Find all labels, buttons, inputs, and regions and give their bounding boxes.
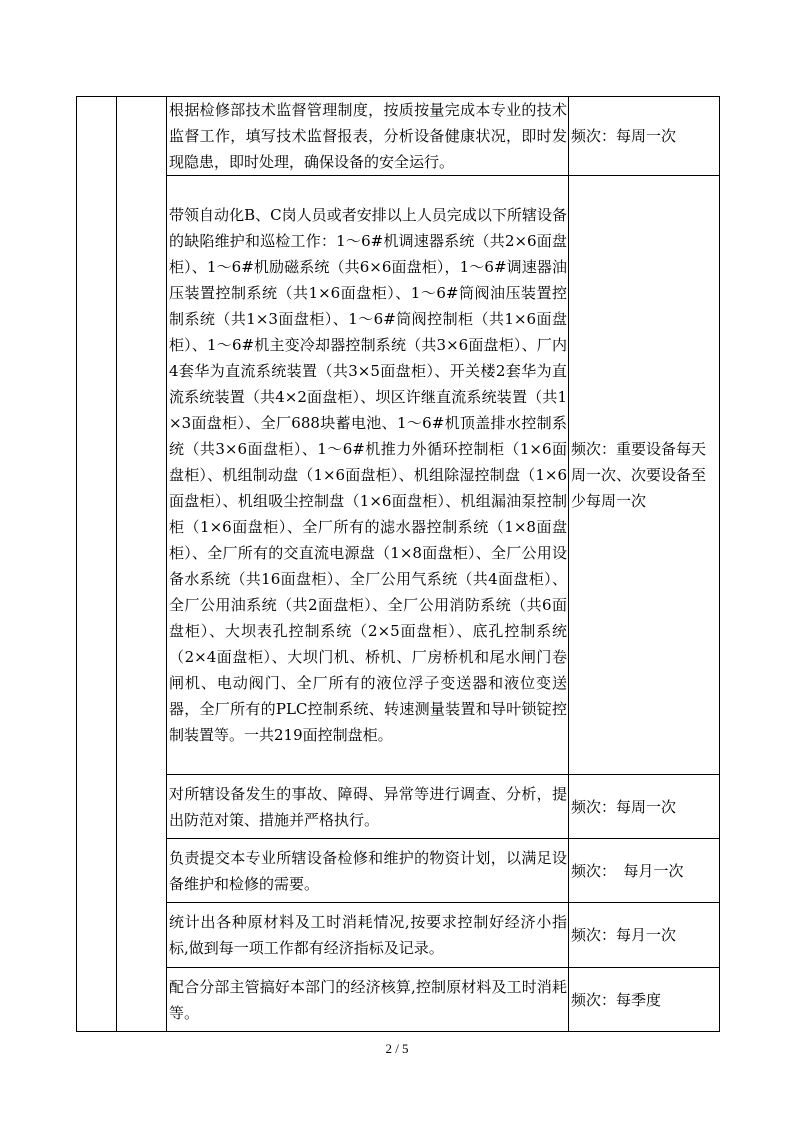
- table-row: [77, 903, 720, 968]
- table-row: [77, 968, 720, 1032]
- table-row: [77, 775, 720, 839]
- section-cell: [77, 97, 117, 1032]
- duty-text: 统计出各种原材料及工时消耗情况,按要求控制好经济小指标,做到每一项工作都有经济指标及记录。: [167, 903, 569, 968]
- table-row: [77, 176, 720, 775]
- frequency-text: 频次：每周一次: [569, 97, 720, 176]
- frequency-text: 频次：每周一次: [569, 775, 720, 839]
- page-number: 2 / 5: [385, 1041, 409, 1056]
- duty-text: 根据检修部技术监督管理制度，按质按量完成本专业的技术监督工作，填写技术监督报表，分析设备健康状况，即时发现隐患，即时处理，确保设备的安全运行。: [167, 97, 569, 176]
- duty-text: 对所辖设备发生的事故、障碍、异常等进行调查、分析，提出防范对策、措施并严格执行。: [167, 775, 569, 839]
- frequency-text: 频次：每季度: [569, 968, 720, 1032]
- duties-table: [76, 96, 720, 1032]
- frequency-text: 频次： 每月一次: [569, 839, 720, 903]
- duty-text: 配合分部主管搞好本部门的经济核算,控制原材料及工时消耗等。: [167, 968, 569, 1032]
- table-row: [77, 839, 720, 903]
- table-row: [77, 97, 720, 176]
- duty-text: 负责提交本专业所辖设备检修和维护的物资计划，以满足设备维护和检修的需要。: [167, 839, 569, 903]
- duty-text: 带领自动化B、C岗人员或者安排以上人员完成以下所辖设备的缺陷维护和巡检工作：1～6#机调速器系统（共2×6面盘柜）、1～6#机励磁系统（共6×6面盘柜），1～6#调速器油压装置控制系统（共1×6面盘柜）、1～6#筒阀油压装置控制系统（共1×3面盘柜）、1～6#筒阀控制柜（共1×6面盘柜）、1～6#机主变冷却器控制系统（共3×6面盘柜）、厂内4套华为直流系统装置（共3×5面盘柜）、开关楼2套华为直流系统装置（共4×2面盘柜）、坝区许继直流系统装置（共1×3面盘柜）、全厂688块蓄电池、1～6#机顶盖排水控制系统（共3×6面盘柜）、1～6#机推力外循环控制柜（1×6面盘柜）、机组制动盘（1×6面盘柜）、机组除湿控制盘（1×6面盘柜）、机组吸尘控制盘（1×6面盘柜）、机组漏油泵控制柜（1×6面盘柜）、全厂所有的滤水器控制系统（1×8面盘柜）、全厂所有的交直流电源盘（1×8面盘柜）、全厂公用设备水系统（共16面盘柜）、全厂公用气系统（共4面盘柜）、全厂公用油系统（共2面盘柜）、全厂公用消防系统（共6面盘柜）、大坝表孔控制系统（2×5面盘柜）、底孔控制系统（2×4面盘柜）、大坝门机、桥机、厂房桥机和尾水闸门卷闸机、电动阀门、全厂所有的液位浮子变送器和液位变送器，全厂所有的PLC控制系统、转速测量装置和导叶锁锭控制装置等。一共219面控制盘柜。: [167, 176, 569, 775]
- sub-section-cell: [117, 97, 167, 1032]
- frequency-text: 频次：重要设备每天周一次、次要设备至少每周一次: [569, 176, 720, 775]
- frequency-text: 频次：每月一次: [569, 903, 720, 968]
